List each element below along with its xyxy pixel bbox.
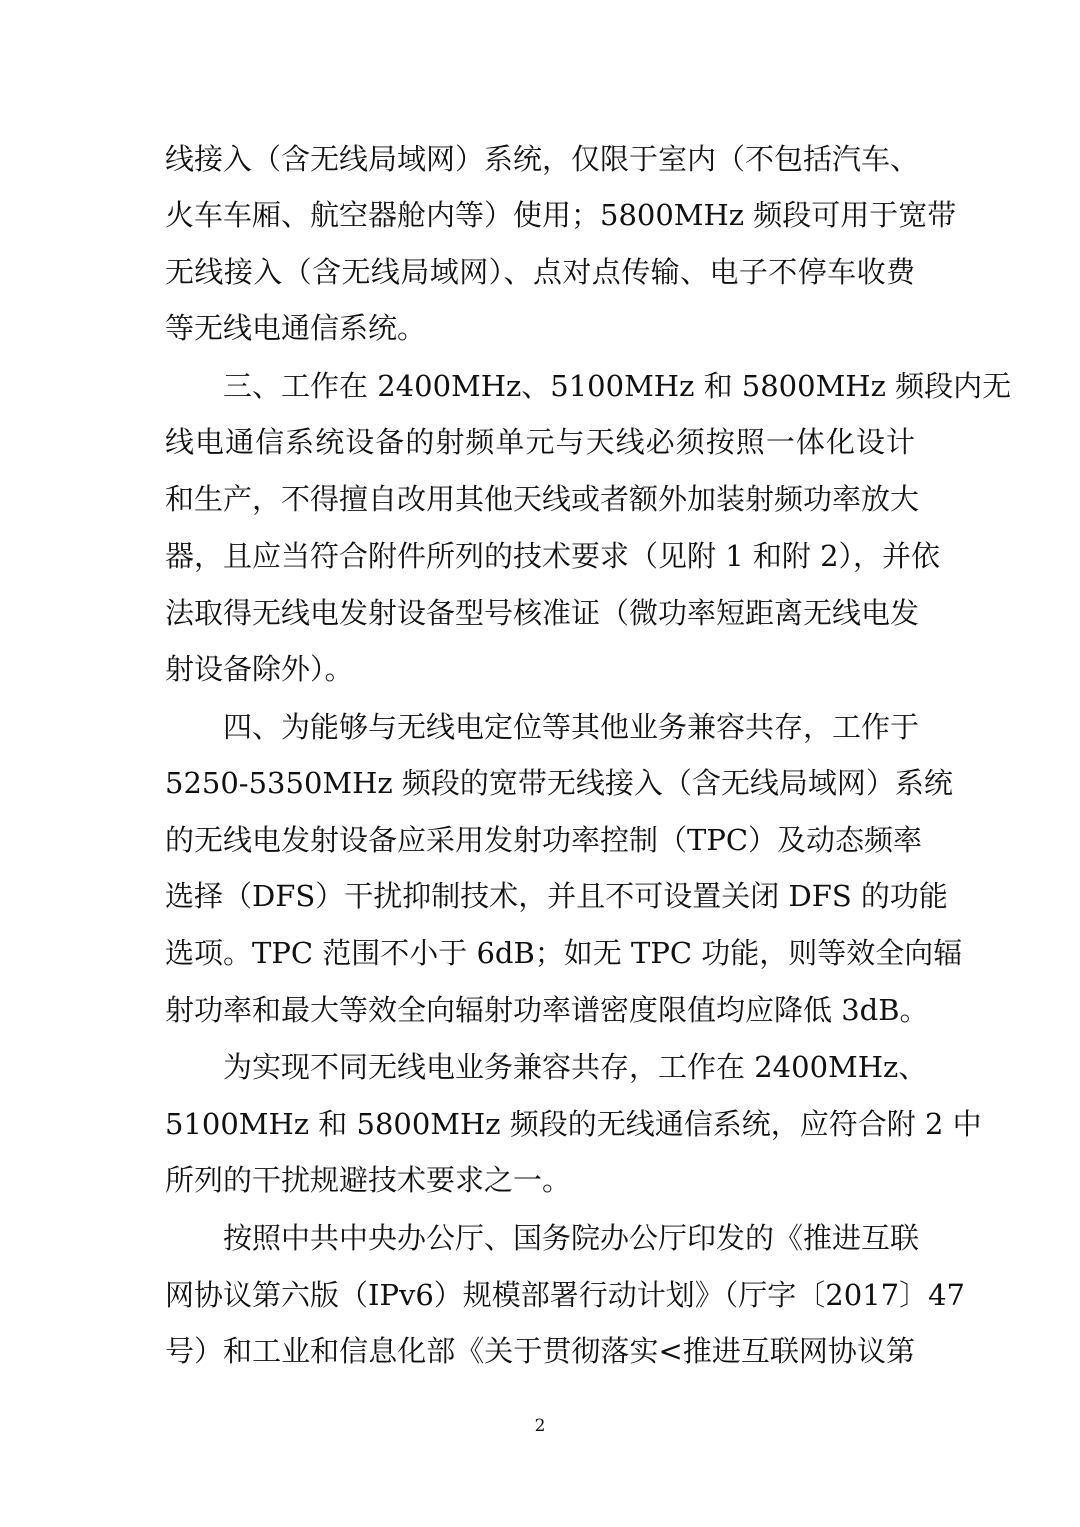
text-line-2: 火车车厢、航空器舱内等）使用；5800MHz 频段可用于宽带 xyxy=(165,198,957,232)
text-line-17: 为实现不同无线电业务兼容共存，工作在 2400MHz、 xyxy=(223,1050,928,1084)
text-line-3: 无线接入（含无线局域网）、点对点传输、电子不停车收费 xyxy=(165,255,915,289)
text-line-15: 选项。TPC 范围不小于 6dB；如无 TPC 功能，则等效全向辐 xyxy=(165,936,963,970)
text-line-13: 的无线电发射设备应采用发射功率控制（TPC）及动态频率 xyxy=(165,823,923,857)
text-line-1: 线接入（含无线局域网）系统，仅限于室内（不包括汽车、 xyxy=(165,142,920,176)
text-line-22: 号）和工业和信息化部《关于贯彻落实<推进互联网协议第 xyxy=(165,1334,915,1368)
page-number: 2 xyxy=(534,1416,546,1436)
text-line-19: 所列的干扰规避技术要求之一。 xyxy=(165,1163,572,1197)
text-line-12: 5250-5350MHz 频段的宽带无线接入（含无线局域网）系统 xyxy=(165,766,953,800)
text-line-6: 线电通信系统设备的射频单元与天线必须按照一体化设计 xyxy=(165,425,915,459)
text-line-8: 器，且应当符合附件所列的技术要求（见附 1 和附 2），并依 xyxy=(165,539,941,573)
text-line-20: 按照中共中央办公厅、国务院办公厅印发的《推进互联 xyxy=(223,1221,920,1255)
text-line-4: 等无线电通信系统。 xyxy=(165,311,427,345)
text-line-5: 三、工作在 2400MHz、5100MHz 和 5800MHz 频段内无 xyxy=(223,369,1012,403)
text-line-10: 射设备除外）。 xyxy=(165,652,354,686)
text-line-7: 和生产，不得擅自改用其他天线或者额外加装射频功率放大 xyxy=(165,482,920,516)
text-line-14: 选择（DFS）干扰抑制技术，并且不可设置关闭 DFS 的功能 xyxy=(165,879,948,913)
text-line-11: 四、为能够与无线电定位等其他业务兼容共存，工作于 xyxy=(223,710,920,744)
text-line-21: 网协议第六版（IPv6）规模部署行动计划》（厅字〔2017〕47 xyxy=(165,1278,966,1312)
text-line-18: 5100MHz 和 5800MHz 频段的无线通信系统，应符合附 2 中 xyxy=(165,1107,982,1141)
text-line-9: 法取得无线电发射设备型号核准证（微功率短距离无线电发 xyxy=(165,596,920,630)
text-line-16: 射功率和最大等效全向辐射功率谱密度限值均应降低 3dB。 xyxy=(165,993,929,1027)
